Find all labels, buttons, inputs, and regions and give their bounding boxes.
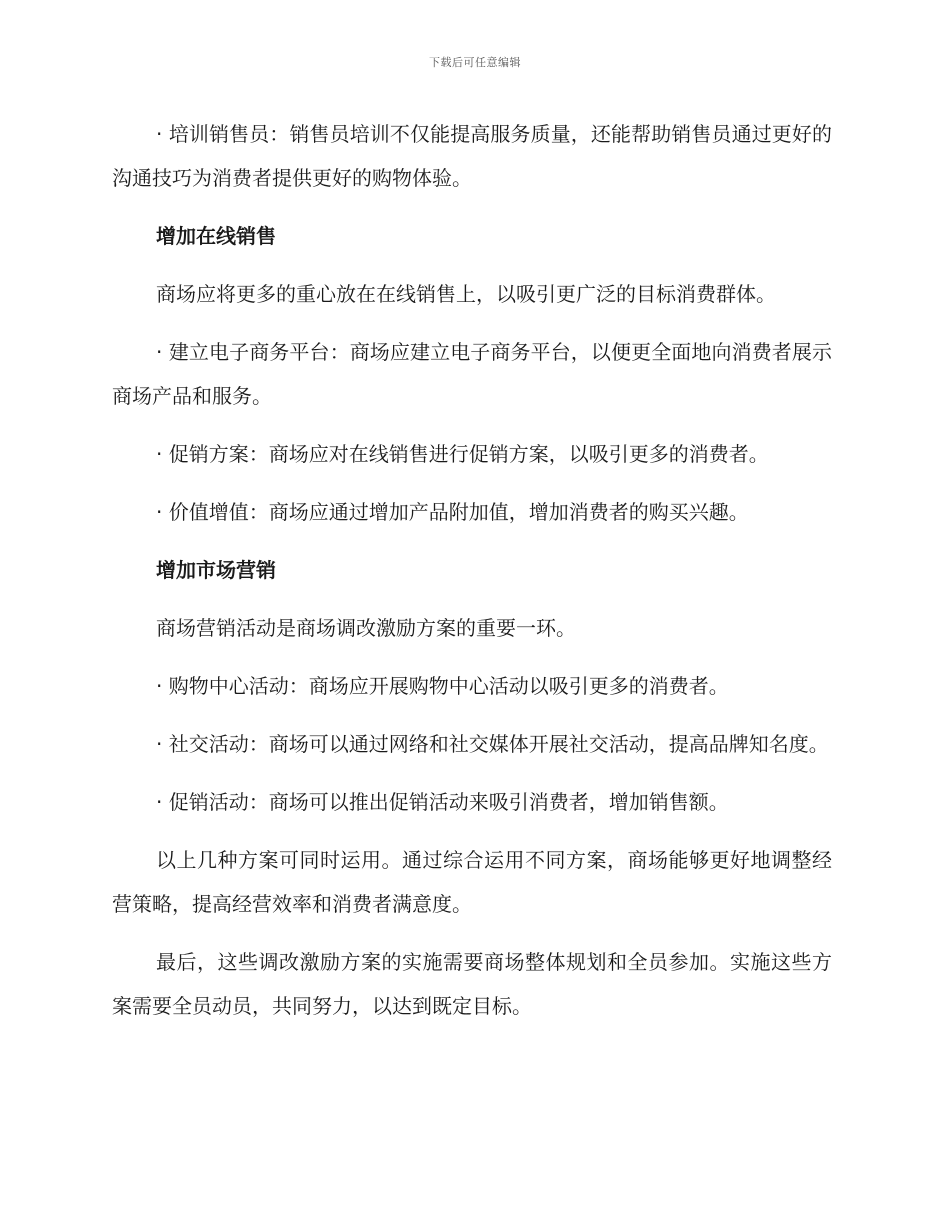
bullet-train-salespeople: · 培训销售员：销售员培训不仅能提高服务质量，还能帮助销售员通过更好的沟通技巧为消费者提供更好的购物体验。 (112, 122, 832, 190)
bullet-mall-activities: · 购物中心活动：商场应开展购物中心活动以吸引更多的消费者。 (156, 674, 729, 698)
bullet-promotion-plan: · 促销方案：商场应对在线销售进行促销方案，以吸引更多的消费者。 (156, 442, 769, 466)
document-body (112, 112, 832, 1042)
bullet-social-activities: · 社交活动：商场可以通过网络和社交媒体开展社交活动，提高品牌知名度。 (156, 732, 829, 756)
paragraph-online-sales-intro: 商场应将更多的重心放在在线销售上，以吸引更广泛的目标消费群体。 (156, 282, 776, 306)
paragraph-marketing-intro: 商场营销活动是商场调改激励方案的重要一环。 (156, 616, 576, 640)
bullet-value-added: · 价值增值：商场应通过增加产品附加值，增加消费者的购买兴趣。 (156, 500, 749, 524)
page-header: 下载后可任意编辑 (429, 56, 521, 69)
section-heading-marketing: 增加市场营销 (156, 558, 276, 582)
paragraph-combined-use: 以上几种方案可同时运用。通过综合运用不同方案，商场能够更好地调整经营策略，提高经营效率和消费者满意度。 (112, 848, 832, 916)
paragraph-conclusion: 最后，这些调改激励方案的实施需要商场整体规划和全员参加。实施这些方案需要全员动员，共同努力，以达到既定目标。 (112, 950, 832, 1018)
section-heading-online-sales: 增加在线销售 (156, 224, 276, 248)
bullet-ecommerce-platform: · 建立电子商务平台：商场应建立电子商务平台，以便更全面地向消费者展示商场产品和服务。 (112, 340, 832, 408)
bullet-promotion-activities: · 促销活动：商场可以推出促销活动来吸引消费者，增加销售额。 (156, 790, 729, 814)
